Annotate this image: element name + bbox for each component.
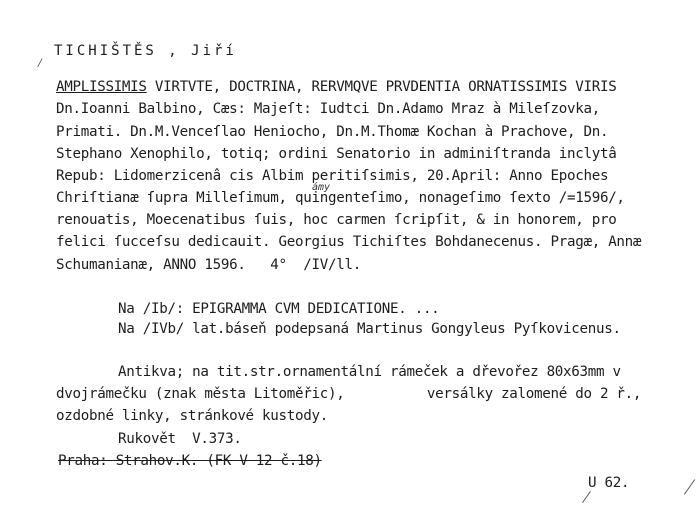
struck-location: Praha: Strahov.K. (FK V 12 č.18) — [58, 453, 322, 469]
corner-tick-right — [684, 479, 695, 494]
title-line-4: Stephano Xenophilo, totiq; ordini Senatorio in adminiſtranda inclytâ — [56, 146, 617, 162]
note-line-1: Na /Ib/: EPIGRAMMA CVM DEDICATIONE. ... — [118, 301, 440, 317]
title-line-2: Dn.Ioanni Balbino, Cæs: Majeſt: Iudtci Dn.Adamo Mraz à Mileſzovka, — [56, 101, 600, 117]
title-line-1 — [56, 78, 616, 96]
title-line-8: felici ſucceſsu dedicauit. Georgius Tichiſtes Bohdanecenus. Pragæ, Annæ — [56, 234, 642, 250]
handwritten-insertion: ámy — [312, 182, 331, 193]
note-line-2: Na /IVb/ lat.báseň podepsaná Martinus Gongyleus Pyſkovicenus. — [118, 321, 621, 337]
corner-tick-left — [582, 491, 591, 503]
description-line-2: dvojrámečku (znak města Litoměřic), versálky zalomené do 2 ř., — [56, 386, 642, 402]
title-line-3: Primati. Dn.M.Venceſlao Heniocho, Dn.M.Thomæ Kochan à Prachove, Dn. — [56, 124, 609, 140]
description-line-1: Antikva; na tit.str.ornamentální rámeček a dřevořez 80x63mm v — [118, 364, 621, 380]
author-heading: TICHIŠTĚS , Jiří — [54, 43, 237, 59]
title-line-5: Repub: Lidomerzicenâ cis Albim peritiſsimis, 20.April: Anno Epoches — [56, 168, 609, 184]
title-line-7: renouatis, Moecenatibus ſuis, hoc carmen ſcripſit, & in honorem, pro — [56, 212, 617, 228]
title-line-9: Schumanianæ, ANNO 1596. 4° /IV/ll. — [56, 257, 361, 273]
description-line-3: ozdobné linky, stránkové kustody. — [56, 408, 328, 424]
pencil-tick-mark: ⁄ — [36, 56, 44, 71]
shelf-mark: U 62. — [588, 475, 630, 491]
title-line-6: Chriſtianæ ſupra Milleſimum, quingenteſimo, nonageſimo ſexto /=1596/, — [56, 190, 625, 206]
title-line-text: VIRTVTE, DOCTRINA, RERVMQVE PRVDENTIA ORNATISSIMIS VIRIS — [146, 79, 617, 95]
manuscript-reference: Rukovět V.373. — [118, 431, 242, 447]
title-lead-word: AMPLISSIMIS — [56, 79, 147, 95]
